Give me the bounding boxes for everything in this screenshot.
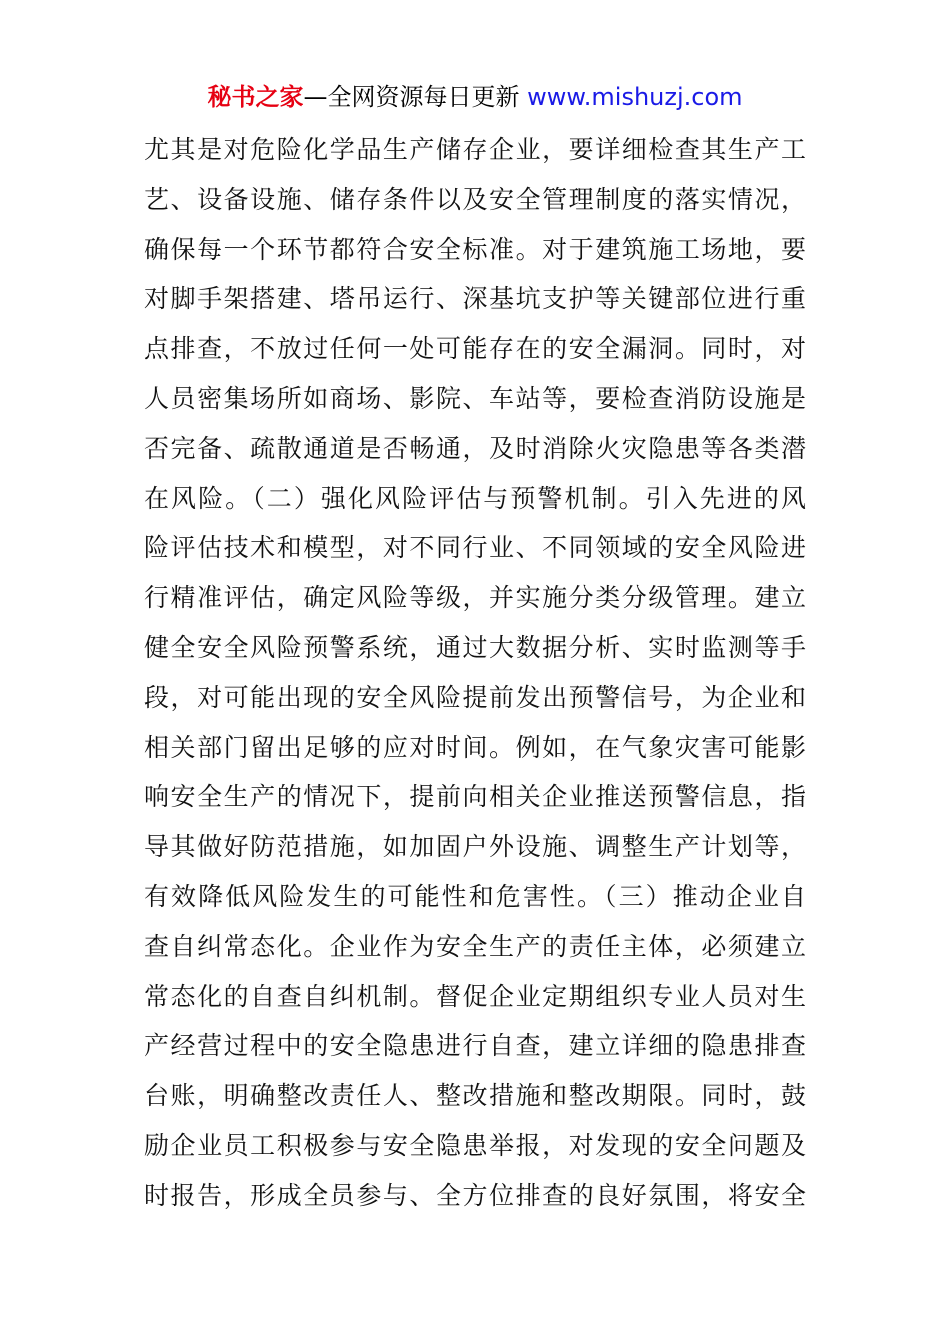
text-line: 相关部门留出足够的应对时间。例如，在气象灾害可能影 <box>144 732 806 762</box>
text-line: 台账，明确整改责任人、整改措施和整改期限。同时，鼓 <box>144 1081 806 1111</box>
site-tagline: —全网资源每日更新 <box>303 83 520 111</box>
text-line: 励企业员工积极参与安全隐患举报，对发现的安全问题及 <box>144 1130 806 1160</box>
text-line: 响安全生产的情况下，提前向相关企业推送预警信息，指 <box>144 782 806 812</box>
text-line: 人员密集场所如商场、影院、车站等，要检查消防设施是 <box>144 383 806 413</box>
text-line: 确保每一个环节都符合安全标准。对于建筑施工场地，要 <box>144 234 806 264</box>
text-line: 艺、设备设施、储存条件以及安全管理制度的落实情况， <box>144 184 806 214</box>
text-line: 有效降低风险发生的可能性和危害性。（三）推动企业自 <box>144 881 806 911</box>
text-line: 否完备、疏散通道是否畅通，及时消除火灾隐患等各类潜 <box>144 433 806 463</box>
text-line: 健全安全风险预警系统，通过大数据分析、实时监测等手 <box>144 632 806 662</box>
text-line: 导其做好防范措施，如加固户外设施、调整生产计划等， <box>144 832 806 862</box>
site-header <box>0 82 950 112</box>
text-line: 在风险。（二）强化风险评估与预警机制。引入先进的风 <box>144 483 806 513</box>
text-line: 行精准评估，确定风险等级，并实施分类分级管理。建立 <box>144 583 806 613</box>
site-brand: 秘书之家 <box>207 83 304 111</box>
text-line: 对脚手架搭建、塔吊运行、深基坑支护等关键部位进行重 <box>144 284 806 314</box>
text-line: 查自纠常态化。企业作为安全生产的责任主体，必须建立 <box>144 931 806 961</box>
text-line: 险评估技术和模型，对不同行业、不同领域的安全风险进 <box>144 533 806 563</box>
text-line: 点排查，不放过任何一处可能存在的安全漏洞。同时，对 <box>144 334 806 364</box>
text-line: 时报告，形成全员参与、全方位排查的良好氛围，将安全 <box>144 1180 806 1210</box>
site-url-link[interactable]: www.mishuzj.com <box>527 83 743 111</box>
text-line: 段，对可能出现的安全风险提前发出预警信号，为企业和 <box>144 682 806 712</box>
text-line: 产经营过程中的安全隐患进行自查，建立详细的隐患排查 <box>144 1031 806 1061</box>
text-line: 尤其是对危险化学品生产储存企业，要详细检查其生产工 <box>144 135 806 164</box>
document-body <box>144 125 806 1221</box>
text-line: 常态化的自查自纠机制。督促企业定期组织专业人员对生 <box>144 981 806 1011</box>
